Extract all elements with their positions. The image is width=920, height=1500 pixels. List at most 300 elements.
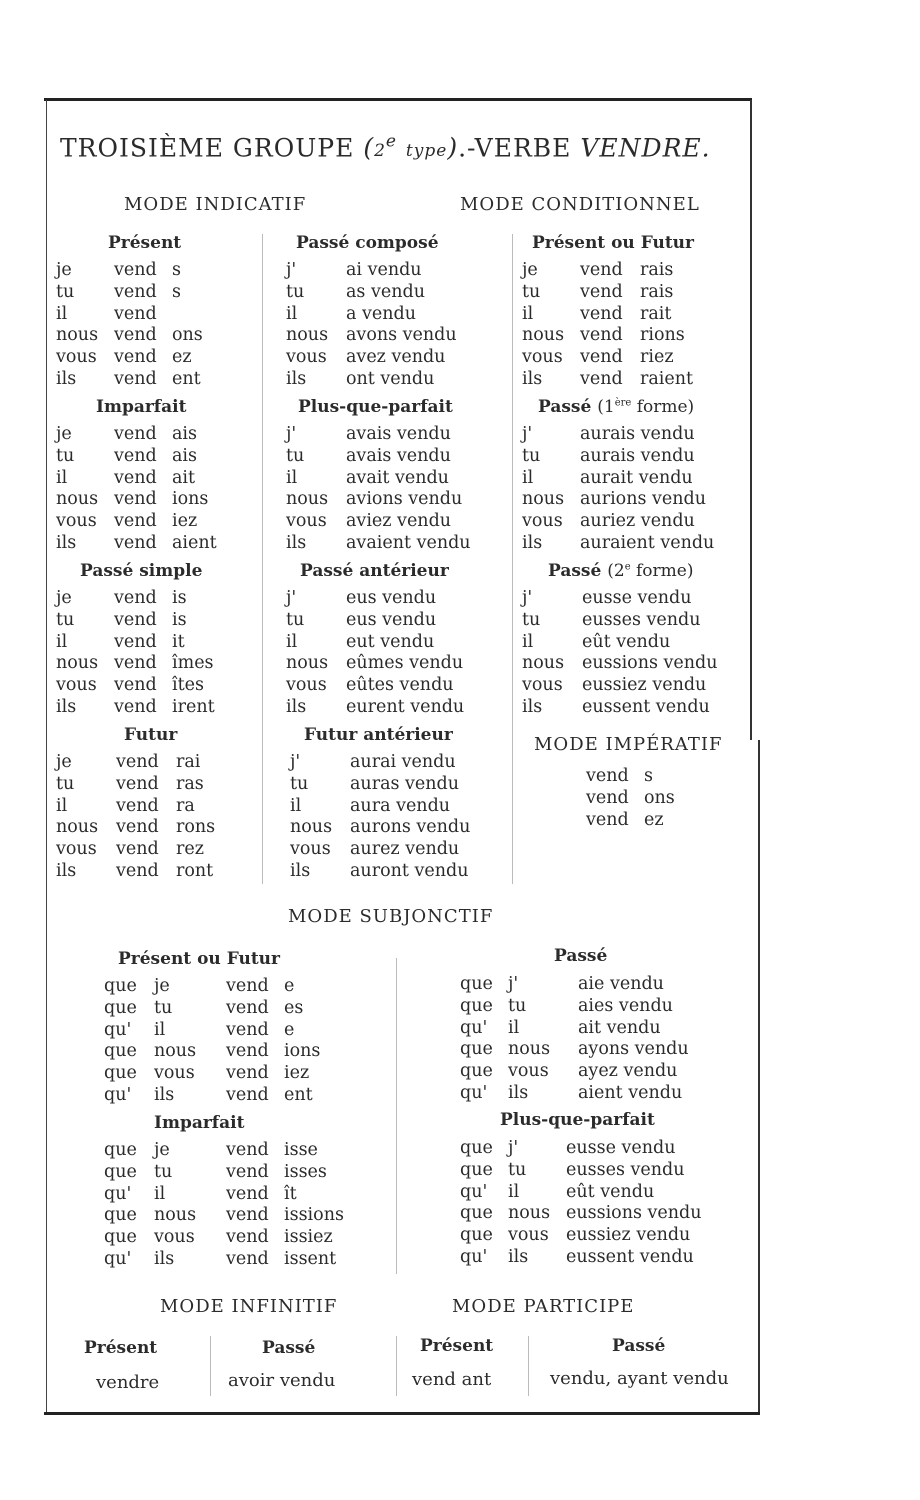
conjunction: que — [460, 1225, 493, 1246]
ending: ais — [172, 445, 198, 466]
verb-form: eussent vendu — [566, 1246, 694, 1267]
conj-row — [286, 369, 510, 391]
conjugation-block — [286, 588, 510, 719]
conj-row — [56, 424, 256, 446]
stem: vend — [580, 368, 623, 389]
pronoun: tu — [508, 1159, 527, 1180]
pronoun: nous — [154, 1041, 197, 1062]
conjugation-block — [56, 588, 256, 719]
conj-row — [522, 511, 746, 533]
pronoun: vous — [286, 675, 327, 696]
stem: vend — [114, 347, 157, 368]
verb-form: eussiez vendu — [566, 1225, 691, 1246]
conj-row — [460, 1160, 750, 1182]
stem: vend — [114, 368, 157, 389]
tense-title: Futur antérieur — [304, 725, 453, 745]
conjunction: que — [104, 1041, 137, 1062]
conj-row — [286, 511, 510, 533]
pronoun: nous — [56, 489, 99, 510]
pronoun: ils — [286, 368, 307, 389]
tense-title: Imparfait — [96, 397, 187, 417]
tense-title: Passé antérieur — [300, 561, 449, 581]
pronoun: vous — [508, 1225, 549, 1246]
tense-form-label — [597, 397, 694, 417]
pronoun: nous — [286, 489, 329, 510]
conj-row — [460, 1138, 750, 1160]
conjunction: qu' — [104, 1084, 132, 1105]
conj-row — [56, 632, 256, 654]
conj-row — [286, 675, 510, 697]
pronoun: vous — [56, 347, 97, 368]
stem: vend — [114, 281, 157, 302]
ending: rais — [640, 281, 674, 302]
conj-row — [286, 610, 510, 632]
conj-row — [290, 796, 514, 818]
ending: ît — [284, 1183, 297, 1204]
pronoun: il — [522, 467, 534, 488]
top-rule — [44, 98, 752, 101]
conj-row — [460, 1061, 750, 1083]
conj-row — [56, 588, 256, 610]
verb-form: aie vendu — [578, 974, 664, 994]
pronoun: il — [56, 795, 68, 816]
conj-row — [56, 468, 256, 490]
stem: vend — [114, 489, 157, 510]
conjunction: qu' — [460, 1246, 488, 1267]
ending: ra — [176, 795, 195, 816]
conjunction: que — [460, 1159, 493, 1180]
pronoun: ils — [508, 1246, 529, 1267]
conj-row — [56, 675, 256, 697]
tense-title: Futur — [124, 725, 178, 745]
mode-conditionnel-heading: MODE CONDITIONNEL — [460, 194, 700, 215]
conj-row — [586, 788, 736, 810]
ending: is — [172, 588, 187, 608]
conj-row — [290, 774, 514, 796]
stem: vend — [586, 809, 629, 830]
pronoun: ils — [508, 1082, 529, 1103]
conjunction: qu' — [460, 1181, 488, 1202]
ending: ions — [284, 1041, 321, 1062]
pronoun: nous — [508, 1203, 551, 1224]
title-group: TROISIÈME GROUPE — [60, 133, 355, 163]
verb-form: avaient vendu — [346, 532, 471, 553]
mode-indicatif-heading: MODE INDICATIF — [124, 194, 307, 215]
title-verb-label: .-VERBE — [458, 133, 572, 163]
conj-row — [56, 511, 256, 533]
conjugation-block — [460, 974, 750, 1105]
stem: vend — [226, 1205, 269, 1226]
conj-row — [286, 468, 510, 490]
pronoun: il — [286, 303, 298, 324]
verb-form: eusse vendu — [582, 588, 692, 608]
stem: vend — [580, 281, 623, 302]
ending: ez — [172, 347, 192, 368]
conjunction: qu' — [104, 1019, 132, 1040]
conj-row — [286, 282, 510, 304]
conj-row — [522, 610, 746, 632]
conj-row — [460, 974, 750, 996]
verb-form: aurais vendu — [580, 445, 695, 466]
conjunction: que — [104, 1063, 137, 1084]
ending: e — [284, 976, 295, 996]
form-rest: forme) — [631, 397, 695, 417]
conjugation-block — [56, 752, 256, 883]
ending: raient — [640, 368, 694, 389]
stem: vend — [580, 303, 623, 324]
conj-row — [56, 446, 256, 468]
tense-title: Présent ou Futur — [118, 949, 280, 969]
pronoun: il — [508, 1181, 520, 1202]
conjunction: que — [104, 1227, 137, 1248]
conj-row — [286, 446, 510, 468]
conj-row — [522, 347, 746, 369]
conjugation-block — [522, 588, 746, 719]
verb-form: auront vendu — [350, 860, 469, 881]
conjunction: qu' — [460, 1017, 488, 1038]
stem: vend — [114, 675, 157, 696]
verb-form: eussions vendu — [582, 653, 718, 674]
stem: vend — [116, 795, 159, 816]
stem: vend — [226, 1183, 269, 1204]
pronoun: vous — [522, 347, 563, 368]
pronoun: j' — [286, 260, 297, 280]
stem: vend — [226, 1019, 269, 1040]
ending: ras — [176, 773, 204, 794]
conj-row — [522, 282, 746, 304]
pronoun: nous — [522, 489, 565, 510]
stem: vend — [226, 1227, 269, 1248]
verb-form: eusses vendu — [566, 1159, 685, 1180]
tense-title: Présent ou Futur — [532, 233, 694, 253]
conj-row — [56, 610, 256, 632]
form-sup: ère — [614, 397, 632, 409]
pronoun: il — [508, 1017, 520, 1038]
conj-row — [290, 752, 514, 774]
ending: rait — [640, 303, 672, 324]
stem: vend — [226, 1041, 269, 1062]
conj-row — [522, 304, 746, 326]
verb-form: eût vendu — [582, 631, 671, 652]
column-divider — [528, 1336, 529, 1396]
stem: vend — [114, 445, 157, 466]
verb-form: auriez vendu — [580, 511, 695, 532]
pronoun: vous — [56, 675, 97, 696]
ending: ons — [172, 325, 203, 346]
infinitif-passe-value: avoir vendu — [228, 1370, 336, 1391]
column-divider — [396, 958, 397, 1274]
conj-row — [460, 1203, 750, 1225]
ending: issiez — [284, 1227, 333, 1248]
stem: vend — [586, 766, 629, 786]
conj-row — [104, 1020, 384, 1042]
verb-form: ait vendu — [578, 1017, 661, 1038]
verb-form: eut vendu — [346, 631, 435, 652]
ending: e — [284, 1019, 295, 1040]
right-rule — [750, 100, 752, 740]
column-divider — [396, 1336, 397, 1396]
conjugation-block — [56, 260, 256, 391]
pronoun: nous — [56, 817, 99, 838]
mode-infinitif-heading: MODE INFINITIF — [160, 1296, 338, 1317]
stem: vend — [114, 696, 157, 717]
pronoun: je — [56, 752, 72, 772]
conj-row — [290, 861, 514, 883]
conj-row — [586, 810, 736, 832]
ending: ions — [172, 489, 209, 510]
tense-title: Imparfait — [154, 1113, 245, 1133]
participe-present-value: vend ant — [412, 1369, 492, 1390]
ending: rais — [640, 260, 674, 280]
pronoun: vous — [154, 1227, 195, 1248]
conjunction: qu' — [104, 1183, 132, 1204]
pronoun: je — [56, 260, 72, 280]
conjugation-block — [56, 424, 256, 555]
pronoun: tu — [56, 445, 75, 466]
participe-present-title: Présent — [420, 1336, 494, 1356]
ending: iez — [284, 1063, 310, 1084]
conj-row — [286, 325, 510, 347]
ending: issent — [284, 1248, 337, 1269]
conj-row — [286, 632, 510, 654]
conj-row — [522, 675, 746, 697]
right-rule-lower — [758, 740, 760, 1412]
verb-form: aurait vendu — [580, 467, 693, 488]
verb-form: aient vendu — [578, 1082, 683, 1103]
conj-row — [522, 424, 746, 446]
stem: vend — [114, 609, 157, 630]
conj-row — [286, 347, 510, 369]
pronoun: ils — [522, 368, 543, 389]
pronoun: ils — [56, 696, 77, 717]
conj-row — [56, 774, 256, 796]
conj-row — [104, 1041, 384, 1063]
verb-form: auras vendu — [350, 773, 460, 794]
conj-row — [56, 325, 256, 347]
pronoun: j' — [508, 974, 519, 994]
stem: vend — [116, 817, 159, 838]
pronoun: tu — [286, 281, 305, 302]
verb-form: eûmes vendu — [346, 653, 464, 674]
conjunction: que — [104, 997, 137, 1018]
verb-form: ai vendu — [346, 260, 422, 280]
verb-form: eussiez vendu — [582, 675, 707, 696]
pronoun: tu — [154, 1161, 173, 1182]
pronoun: nous — [56, 325, 99, 346]
verb-form: as vendu — [346, 281, 425, 302]
stem: vend — [114, 653, 157, 674]
pronoun: il — [286, 467, 298, 488]
stem: vend — [114, 467, 157, 488]
title-type-num: 2 — [374, 141, 386, 162]
stem: vend — [580, 325, 623, 346]
pronoun: ils — [290, 860, 311, 881]
conjunction: que — [104, 1161, 137, 1182]
pronoun: vous — [154, 1063, 195, 1084]
stem: vend — [226, 976, 269, 996]
pronoun: ils — [286, 696, 307, 717]
tense-title: Passé — [554, 946, 608, 966]
conj-row — [104, 976, 384, 998]
form-sup: e — [624, 561, 631, 573]
participe-passe-value: vendu, ayant vendu — [550, 1368, 729, 1389]
verb-form: aurez vendu — [350, 839, 460, 860]
pronoun: il — [286, 631, 298, 652]
pronoun: vous — [290, 839, 331, 860]
ending: isses — [284, 1161, 327, 1182]
pronoun: il — [522, 631, 534, 652]
conj-row — [286, 304, 510, 326]
conj-row — [522, 468, 746, 490]
conjunction: que — [460, 1203, 493, 1224]
pronoun: tu — [56, 773, 75, 794]
ending: ais — [172, 424, 198, 444]
verb-form: eût vendu — [566, 1181, 655, 1202]
verb-form: eûtes vendu — [346, 675, 454, 696]
conj-row — [522, 588, 746, 610]
verb-form: eurent vendu — [346, 696, 465, 717]
conjugation-block — [522, 260, 746, 391]
stem: vend — [114, 260, 157, 280]
pronoun: vous — [56, 839, 97, 860]
pronoun: je — [522, 260, 538, 280]
verb-form: avions vendu — [346, 489, 463, 510]
tense-title-word: Passé — [538, 397, 592, 417]
pronoun: il — [290, 795, 302, 816]
ending: es — [284, 997, 304, 1018]
pronoun: j' — [286, 588, 297, 608]
mode-subjonctif-heading: MODE SUBJONCTIF — [288, 906, 494, 927]
conjugation-block — [522, 424, 746, 555]
stem: vend — [116, 752, 159, 772]
conjunction: qu' — [104, 1248, 132, 1269]
verb-form: avais vendu — [346, 424, 451, 444]
pronoun: nous — [522, 653, 565, 674]
title-verb: VENDRE. — [580, 133, 711, 163]
pronoun: ils — [286, 532, 307, 553]
verb-form: avais vendu — [346, 445, 451, 466]
pronoun: nous — [56, 653, 99, 674]
conj-row — [56, 282, 256, 304]
conj-row — [286, 588, 510, 610]
pronoun: ils — [56, 532, 77, 553]
stem: vend — [226, 1248, 269, 1269]
conj-row — [286, 424, 510, 446]
tense-title: Passé composé — [296, 233, 439, 253]
pronoun: tu — [56, 609, 75, 630]
tense-title: Plus-que-parfait — [298, 397, 453, 417]
verb-form: aura vendu — [350, 795, 451, 816]
title-type-sup: e — [385, 132, 397, 152]
ending: s — [172, 281, 181, 302]
pronoun: il — [56, 303, 68, 324]
pronoun: tu — [522, 445, 541, 466]
conj-row — [286, 653, 510, 675]
conj-row — [522, 533, 746, 555]
verb-form: avait vendu — [346, 467, 449, 488]
verb-form: auraient vendu — [580, 532, 715, 553]
verb-form: avez vendu — [346, 347, 446, 368]
pronoun: tu — [56, 281, 75, 302]
stem: vend — [226, 1084, 269, 1105]
ending: iez — [172, 511, 198, 532]
pronoun: il — [522, 303, 534, 324]
conj-row — [104, 1205, 384, 1227]
conjugation-block — [104, 1140, 384, 1271]
conjunction: que — [104, 1205, 137, 1226]
form-rest: forme) — [630, 561, 694, 581]
left-rule — [46, 100, 47, 1412]
conj-row — [286, 260, 510, 282]
conjunction: que — [460, 1138, 493, 1158]
pronoun: ils — [56, 368, 77, 389]
ending: ait — [172, 467, 196, 488]
verb-form: eussions vendu — [566, 1203, 702, 1224]
pronoun: il — [56, 631, 68, 652]
pronoun: nous — [286, 325, 329, 346]
stem: vend — [226, 1140, 269, 1160]
conj-row — [104, 1249, 384, 1271]
conj-row — [56, 796, 256, 818]
ending: ent — [284, 1084, 313, 1105]
ending: îtes — [172, 675, 204, 696]
stem: vend — [116, 773, 159, 794]
pronoun: j' — [522, 424, 533, 444]
conj-row — [56, 489, 256, 511]
ending: irent — [172, 696, 215, 717]
stem: vend — [226, 1161, 269, 1182]
conj-row — [104, 1140, 384, 1162]
pronoun: il — [154, 1183, 166, 1204]
pronoun: je — [154, 976, 170, 996]
pronoun: j' — [522, 588, 533, 608]
conj-row — [104, 1085, 384, 1107]
conj-row — [56, 817, 256, 839]
conj-row — [460, 1225, 750, 1247]
pronoun: nous — [286, 653, 329, 674]
conjugation-block — [460, 1138, 750, 1269]
pronoun: tu — [286, 445, 305, 466]
conj-row — [104, 998, 384, 1020]
verb-form: eusse vendu — [566, 1138, 676, 1158]
pronoun: nous — [154, 1205, 197, 1226]
stem: vend — [586, 787, 629, 808]
conjugation-block — [286, 424, 510, 555]
ending: rions — [640, 325, 685, 346]
bottom-rule — [44, 1412, 760, 1415]
ending: ez — [644, 809, 664, 830]
verb-form: eusses vendu — [582, 609, 701, 630]
ending: ront — [176, 860, 214, 881]
conj-row — [522, 632, 746, 654]
ending: it — [172, 631, 185, 652]
conj-row — [522, 446, 746, 468]
infinitif-present-value: vendre — [96, 1372, 160, 1393]
conj-row — [460, 1018, 750, 1040]
pronoun: vous — [286, 511, 327, 532]
conj-row — [522, 489, 746, 511]
pronoun: nous — [508, 1039, 551, 1060]
pronoun: nous — [290, 817, 333, 838]
conjunction: qu' — [460, 1082, 488, 1103]
conj-row — [286, 533, 510, 555]
verb-form: aurons vendu — [350, 817, 471, 838]
conjunction: que — [104, 1140, 137, 1160]
conj-row — [104, 1063, 384, 1085]
conj-row — [286, 489, 510, 511]
ending: issions — [284, 1205, 344, 1226]
stem: vend — [114, 303, 157, 324]
